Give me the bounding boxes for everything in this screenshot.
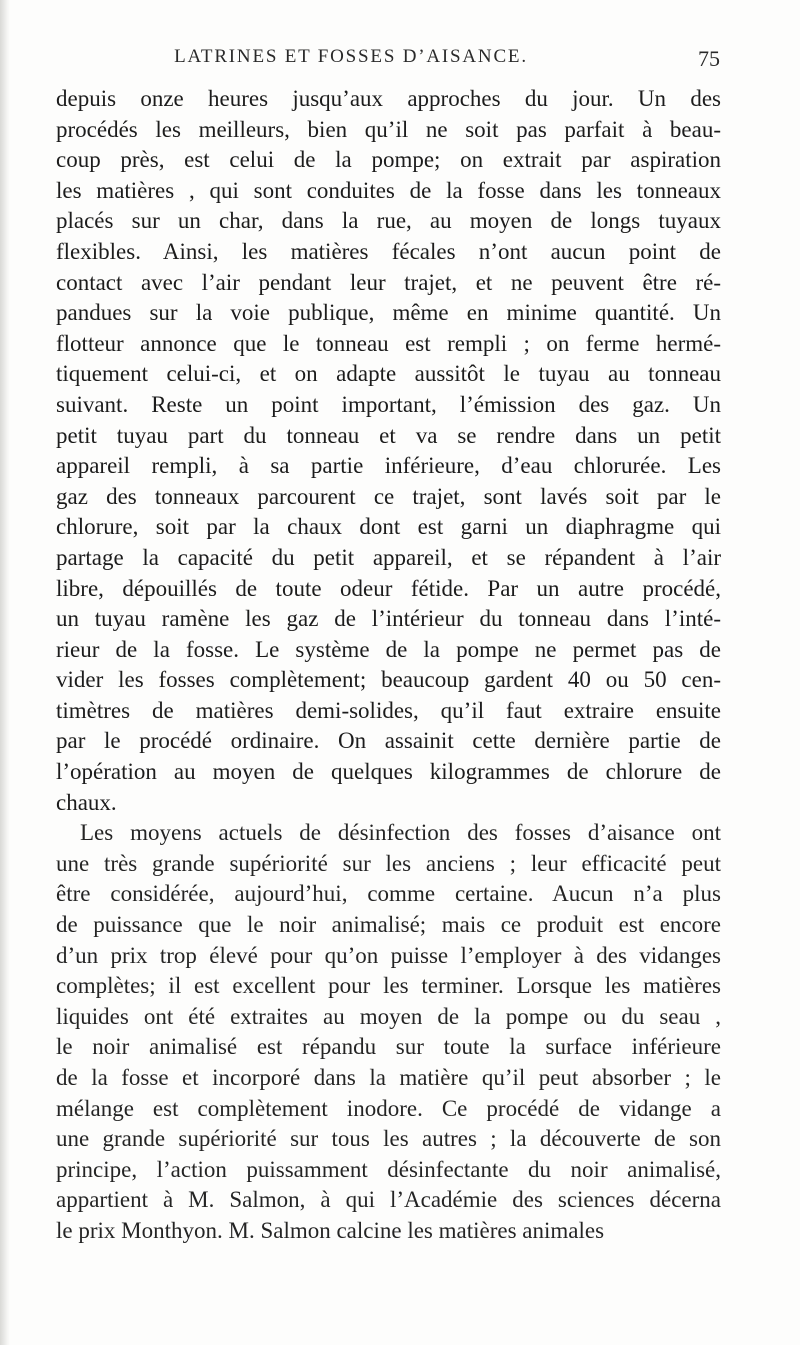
text-line: être considérée, aujourd’hui, comme certaine. Aucun n’a plus [56, 881, 721, 907]
text-line: le noir animalisé est répandu sur toute la surface inférieure [56, 1034, 721, 1060]
text-line: de puissance que le noir animalisé; mais ce produit est encore [56, 912, 721, 938]
text-line: placés sur un char, dans la rue, au moyen de longs tuyaux [56, 208, 721, 234]
text-line: un tuyau ramène les gaz de l’intérieur du tonneau dans l’inté- [56, 606, 721, 632]
text-line: principe, l’action puissamment désinfectante du noir animalisé, [56, 1156, 721, 1182]
text-line: rieur de la fosse. Le système de la pompe ne permet pas de [56, 636, 721, 662]
text-line: flexibles. Ainsi, les matières fécales n’ont aucun point de [56, 238, 721, 264]
text-line: tiquement celui-ci, et on adapte aussitôt le tuyau au tonneau [56, 361, 721, 387]
text-line: de la fosse et incorporé dans la matière qu’il peut absorber ; le [56, 1065, 721, 1090]
paragraph [56, 84, 721, 818]
text-line: d’un prix trop élevé pour qu’on puisse l’employer à des vidanges [56, 942, 721, 968]
text-line: petit tuyau part du tonneau et va se rendre dans un petit [56, 422, 721, 448]
text-line: Les moyens actuels de désinfection des fosses d’aisance ont [80, 820, 721, 846]
running-head [40, 46, 720, 76]
text-line: complètes; il est excellent pour les terminer. Lorsque les matières [56, 973, 721, 999]
page-gutter-shadow [0, 0, 10, 1345]
text-line: liquides ont été extraites au moyen de la pompe ou du seau , [56, 1003, 721, 1029]
text-line: partage la capacité du petit appareil, et se répandent à l’air [56, 544, 721, 570]
text-line: timètres de matières demi-solides, qu’il faut extraire ensuite [56, 697, 721, 723]
text-line: appartient à M. Salmon, à qui l’Académie des sciences décerna [56, 1187, 721, 1213]
text-line: flotteur annonce que le tonneau est rempli ; on ferme hermé- [56, 330, 721, 356]
running-head-title: LATRINES ET FOSSES D’AISANCE. [174, 46, 528, 67]
text-line: les matières , qui sont conduites de la fosse dans les tonneaux [56, 177, 721, 203]
text-line: suivant. Reste un point important, l’émission des gaz. Un [56, 391, 721, 417]
text-line: le prix Monthyon. M. Salmon calcine les matières animales [56, 1217, 605, 1243]
text-line: appareil rempli, à sa partie inférieure, d’eau chlorurée. Les [56, 453, 721, 479]
text-line: depuis onze heures jusqu’aux approches du jour. Un des [56, 86, 721, 111]
text-line: chlorure, soit par la chaux dont est garni un diaphragme qui [56, 514, 721, 540]
text-line: une très grande supériorité sur les anciens ; leur efficacité peut [56, 850, 721, 876]
paragraph [56, 818, 721, 1246]
text-line: l’opération au moyen de quelques kilogrammes de chlorure de [56, 759, 721, 785]
text-line: une grande supériorité sur tous les autres ; la découverte de son [56, 1126, 721, 1152]
text-line: par le procédé ordinaire. On assainit cette dernière partie de [56, 728, 721, 754]
text-line: contact avec l’air pendant leur trajet, et ne peuvent être ré- [56, 269, 721, 295]
text-line: procédés les meilleurs, bien qu’il ne soit pas parfait à beau- [56, 116, 721, 142]
page-number: 75 [698, 46, 720, 71]
text-line: libre, dépouillés de toute odeur fétide. Par un autre procédé, [56, 575, 721, 601]
text-line: vider les fosses complètement; beaucoup gardent 40 ou 50 cen- [56, 667, 721, 693]
text-line: pandues sur la voie publique, même en minime quantité. Un [56, 300, 721, 326]
text-line: chaux. [56, 789, 117, 815]
body-text [56, 84, 721, 1247]
text-line: gaz des tonneaux parcourent ce trajet, sont lavés soit par le [56, 483, 721, 509]
text-line: mélange est complètement inodore. Ce procédé de vidange a [56, 1095, 721, 1121]
text-line: coup près, est celui de la pompe; on extrait par aspiration [56, 147, 721, 173]
